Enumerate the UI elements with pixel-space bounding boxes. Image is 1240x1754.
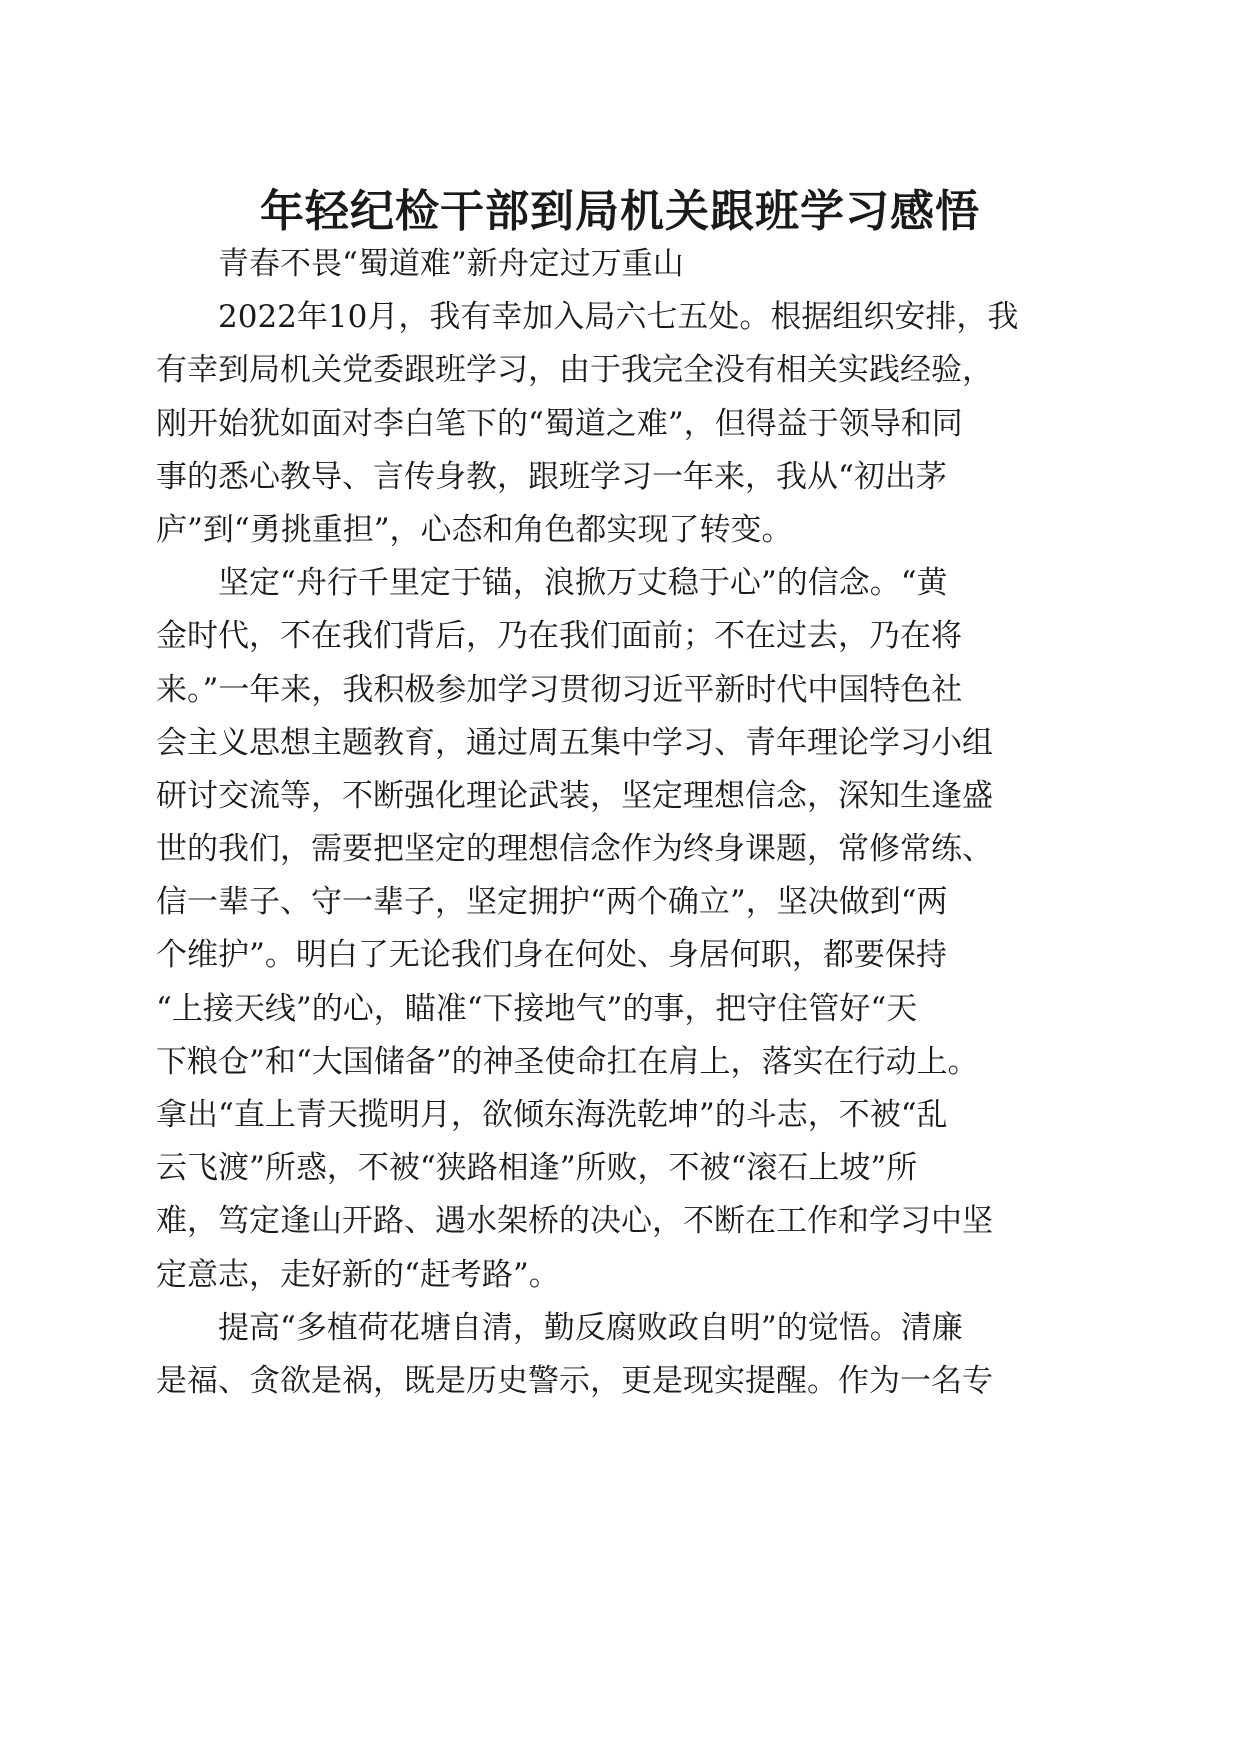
document-body <box>156 238 1086 1408</box>
paragraph-line: 来。”一年来，我积极参加学习贯彻习近平新时代中国特色社 <box>156 671 963 708</box>
paragraph-line: 下粮仓”和“大国储备”的神圣使命扛在肩上，落实在行动上。 <box>156 1043 979 1080</box>
paragraph-line: 提高“多植荷花塘自清，勤反腐败政自明”的觉悟。清廉 <box>218 1309 963 1346</box>
paragraph-line: 信一辈子、守一辈子，坚定拥护“两个确立”，坚决做到“两 <box>156 884 948 921</box>
paragraph-line: 有幸到局机关党委跟班学习，由于我完全没有相关实践经验， <box>156 352 993 389</box>
document-title: 年轻纪检干部到局机关跟班学习感悟 <box>260 186 980 237</box>
paragraph-line: 金时代，不在我们背后，乃在我们面前；不在过去，乃在将 <box>156 618 962 655</box>
paragraph-line: “上接天线”的心，瞄准“下接地气”的事，把守住管好“天 <box>156 990 918 1027</box>
paragraph-line: 个维护”。明白了无论我们身在何处、身居何职，都要保持 <box>156 937 947 974</box>
paragraph-line: 世的我们，需要把坚定的理想信念作为终身课题，常修常练、 <box>156 831 993 868</box>
paragraph-line: 研讨交流等，不断强化理论武装，坚定理想信念，深知生逢盛 <box>156 777 993 814</box>
paragraph-line: 定意志，走好新的“赶考路”。 <box>156 1256 560 1293</box>
paragraph-line: 云飞渡”所惑，不被“狭路相逢”所败，不被“滚石上坡”所 <box>156 1150 918 1187</box>
paragraph-line: 庐”到“勇挑重担”，心态和角色都实现了转变。 <box>156 511 793 548</box>
subtitle-line: 青春不畏“蜀道难”新舟定过万重山 <box>218 246 684 282</box>
paragraph-line: 坚定“舟行千里定于锚，浪掀万丈稳于心”的信念。“黄 <box>218 565 948 602</box>
paragraph-line: 会主义思想主题教育，通过周五集中学习、青年理论学习小组 <box>156 724 993 761</box>
paragraph-line: 拿出“直上青天揽明月，欲倾东海洗乾坤”的斗志，不被“乱 <box>156 1097 948 1133</box>
paragraph-line: 事的悉心教导、言传身教，跟班学习一年来，我从“初出茅 <box>156 458 947 495</box>
paragraph-line: 2022年10月，我有幸加入局六七五处。根据组织安排，我 <box>218 299 1019 336</box>
paragraph-line: 刚开始犹如面对李白笔下的“蜀道之难”，但得益于领导和同 <box>156 405 963 442</box>
paragraph-line: 难，笃定逢山开路、遇水架桥的决心，不断在工作和学习中坚 <box>156 1203 993 1240</box>
paragraph-line: 是福、贪欲是祸，既是历史警示，更是现实提醒。作为一名专 <box>156 1362 993 1399</box>
